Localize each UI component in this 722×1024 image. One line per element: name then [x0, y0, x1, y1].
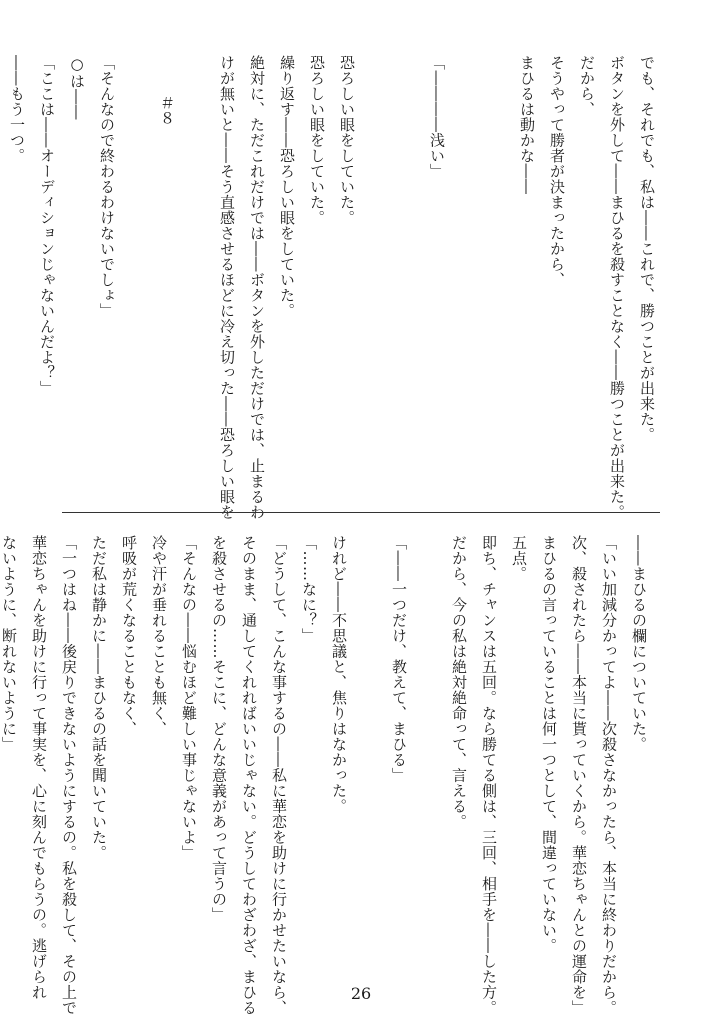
text-line: 絶対に、ただこれだけでは――ボタンを外しただけでは、止まるわ: [248, 55, 266, 520]
text-line: ――もう一つ。: [8, 55, 26, 164]
blank-line: [354, 535, 384, 975]
text-line: [0, 55, 2, 495]
text-line: 次、殺されたら――本当に貰っていくから。華恋ちゃんとの運命を」: [570, 535, 588, 1016]
text-line: 呼吸が荒くなることもなく、: [120, 535, 138, 737]
text-line: を殺させるの……そこに、どんな意義があって言うの」: [210, 535, 228, 923]
text-line: まひるの言っていることは何一つとして、間違っていない。: [540, 535, 558, 954]
text-line: けが無いと――そう直感させるほどに冷え切った――恐ろしい眼を: [218, 55, 236, 520]
text-line: 「どうして、こんな事するの――私に華恋を助けに行かせたいなら、: [270, 535, 288, 1016]
text-line: 恐ろしい眼をしていた。: [338, 55, 356, 226]
text-line: そのまま、通してくれればいいじゃない。どうしてわざわざ、まひる: [240, 535, 258, 1016]
text-line: ボタンを外して――まひるを殺すことなく――勝つことが出来た。: [608, 55, 626, 520]
text-line: 「いい加減分かってよ――次殺さなかったら、本当に終わりだから。: [600, 535, 618, 1016]
text-line: 「――一つだけ、教えて、まひる」: [390, 535, 408, 783]
text-line: まひるは動かな――: [518, 55, 536, 195]
text-line: ただ私は静かに――まひるの話を聞いていた。: [90, 535, 108, 861]
blank-line: [392, 55, 422, 495]
blank-line: [362, 55, 392, 495]
section-heading: ＃８: [158, 95, 176, 126]
text-line: でも、それでも、私は――これで、勝つことが出来た。: [638, 55, 656, 443]
blank-line: [414, 535, 444, 975]
text-line: ――まひるの欄についていた。: [630, 535, 648, 752]
text-line: だから、: [578, 55, 596, 117]
blank-line: [482, 55, 512, 495]
text-line: けれど――不思議と、焦りはなかった。: [330, 535, 348, 814]
text-line: 「そんなの――悩むほど難しい事じゃないよ」: [180, 535, 198, 861]
text-line: 五点。: [510, 535, 528, 582]
text-line: そうやって勝者が決まったから、: [548, 55, 566, 288]
blank-line: [182, 55, 212, 495]
text-line: 華恋ちゃんを助けに行って事実を、心に刻んでもらうの。逃げられ: [30, 535, 48, 1000]
text-line: 「……なに？」: [300, 535, 318, 644]
text-line: 冷や汗が垂れることも無く、: [150, 535, 168, 737]
text-line: 「――――浅い」: [428, 55, 446, 179]
text-line: ○は――: [68, 55, 86, 120]
text-line: ないように、断れないように」: [0, 535, 18, 752]
text-line: 「一つはね――後戻りできないようにするの。私を殺して、その上で: [60, 535, 78, 1016]
text-line: 恐ろしい眼をしていた。: [308, 55, 326, 226]
text-line: 繰り返す――恐ろしい眼をしていた。: [278, 55, 296, 319]
blank-line: [122, 55, 152, 495]
page-number: 26: [350, 984, 372, 1003]
text-line: 即ち、チャンスは五回。なら勝てる側は、三回、相手を――した方。: [480, 535, 498, 1016]
upper-text-block: [0, 55, 662, 520]
text-line: 「ここは――オーディションじゃないんだよ？」: [38, 55, 56, 396]
text-line: 「そんなので終わるわけないでしょ」: [98, 55, 116, 319]
blank-line: [452, 55, 482, 495]
text-line: だから、今の私は絶対絶命って、言える。: [450, 535, 468, 830]
section-divider: [62, 512, 660, 513]
